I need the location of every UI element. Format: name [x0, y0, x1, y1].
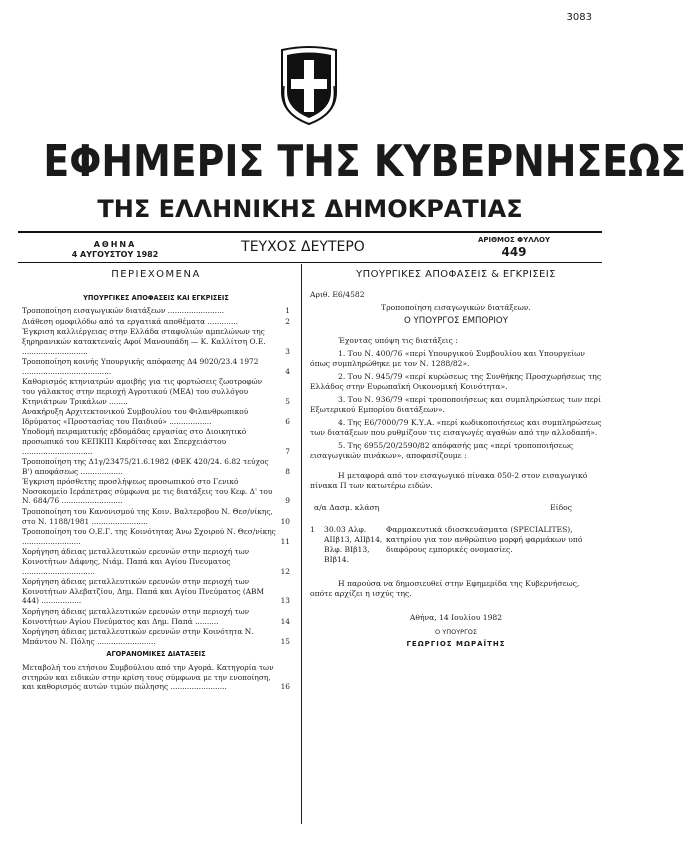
toc-entry-page: 16 — [280, 682, 290, 692]
transfer-text: Η μεταφορά από τον εισαγωγικό πίνακα 050-2 στον εισαγωγικό πίνακα Π των κατωτέρω ειδών. — [310, 471, 588, 490]
toc-entry-page: 10 — [280, 516, 290, 526]
legal-basis-item: 3. Του Ν. 936/79 «περί τροποποιήσεως και συμπληρώσεως των περί Εξωτερικού Εμπορίου διατάξεων». — [310, 395, 601, 414]
decisions-heading: ΥΠΟΥΡΓΙΚΕΣ ΑΠΟΦΑΣΕΙΣ & ΕΓΚΡΙΣΕΙΣ — [356, 269, 556, 280]
toc-entry-text: Έγκριση καλλιέργειας στην Ελλάδα σταφυλιών αμπελώνων της ξηρηρανικών κατακτεναίς Αφοί Μανουπάδη — Κ. Καλλίτση Ο.Ε. ............................ — [22, 327, 266, 356]
column-divider — [301, 264, 302, 824]
newspaper-subtitle: ΤΗΣ ΕΛΛΗΝΙΚΗΣ ΔΗΜΟΚΡΑΤΙΑΣ — [97, 195, 523, 223]
toc-entry-page: 14 — [280, 616, 290, 626]
toc-entry-page: 5 — [285, 396, 290, 406]
toc-entry-text: Τροποποίηση της Δ1γ/23475/21.6.1982 (ΦΕΚ 420/24. 6.82 τεύχος Β') αποφάσεως .................. — [22, 457, 269, 476]
signature-name: ΓΕΩΡΓΙΟΣ ΜΩΡΑΪΤΗΣ — [406, 640, 506, 648]
coat-of-arms-emblem-icon — [276, 46, 342, 126]
sheet-number: 449 — [501, 245, 527, 259]
contents-section-title: ΥΠΟΥΡΓΙΚΕΣ ΑΠΟΦΑΣΕΙΣ ΚΑΙ ΕΓΚΡΙΣΕΙΣ — [83, 293, 229, 302]
contents-column — [22, 268, 290, 693]
toc-entry — [22, 327, 290, 356]
toc-entry — [22, 577, 290, 606]
toc-entry — [22, 663, 290, 692]
decisions-column — [310, 268, 602, 649]
page-number: 3083 — [566, 12, 592, 23]
toc-entry-page: 12 — [280, 566, 290, 576]
toc-entry-text: Υποδομή πειραματικής εβδομάδας εργασίας στο Διοικητικό προσωπικό του ΚΕΠΚΙΠ Καρδίτσας και Σπερχειάστου .............................. — [22, 427, 247, 456]
contents-heading: ΠΕΡΙΕΧΟΜΕΝΑ — [111, 269, 201, 280]
legal-basis-item: 2. Του Ν. 945/79 «περί κυρώσεως της Συνθήκης Προσχωρήσεως της Ελλάδος στην Ευρωπαϊκή Οικονομική Κοινότητα». — [310, 372, 602, 391]
contents-list — [22, 306, 290, 646]
issue-date: 4 ΑΥΓΟΥΣΤΟΥ 1982 — [71, 250, 159, 259]
tariff-table-header-cell: Είδος — [550, 503, 572, 512]
toc-entry-page: 13 — [280, 596, 290, 606]
toc-entry — [22, 317, 290, 327]
toc-entry — [22, 627, 290, 646]
signature-date: Αθήνα, 14 Ιουλίου 1982 — [409, 613, 503, 622]
legal-basis-item: 5. Της 6955/20/2590/82 απόφασής μας «περί τροποποιήσεως εισαγωγικών πινάκων», αποφασίζουμε : — [310, 441, 574, 460]
tariff-row-description: Φαρμακευτικά ιδιοσκευάσματα (SPECIALITES), κατηρίου για τον ανθρώπινο μορφή φαρμάκων υπό διαφόρους εμπορικές ονομασίες. — [386, 525, 583, 554]
toc-entry-page: 4 — [285, 366, 290, 376]
having-regard-text: Έχοντας υπόψη τις διατάξεις : — [338, 336, 458, 345]
tariff-row-number: 1 — [310, 525, 315, 534]
header-top-rule — [18, 231, 602, 233]
toc-entry — [22, 477, 290, 506]
legal-basis-item: 1. Του Ν. 400/76 «περί Υπουργικού Συμβουλίου και Υπουργείων όπως συμπληρώθηκε με τον Ν. 1288/82». — [310, 349, 585, 368]
toc-entry-page: 8 — [285, 466, 290, 476]
toc-entry-page: 2 — [285, 316, 290, 326]
tariff-table-row — [310, 525, 602, 565]
newspaper-title: ΕΦΗΜΕΡΙΣ ΤΗΣ ΚΥΒΕΡΝΗΣΕΩΣ — [43, 136, 686, 187]
toc-entry — [22, 527, 290, 546]
toc-entry-text: Τροποποίηση κοινής Υπουργικής απόφασης Δ4 9020/23.4 1972 ...................................... — [22, 357, 259, 376]
signature-title: Ο ΥΠΟΥΡΓΟΣ — [435, 628, 477, 636]
toc-entry-page: 9 — [285, 496, 290, 506]
issue-section: ΤΕΥΧΟΣ ΔΕΥΤΕΡΟ — [241, 239, 365, 255]
toc-entry — [22, 407, 290, 426]
toc-entry-text: Χορήγηση άδειας μεταλλευτικών ερευνών στην Κοινότητα Ν. Μπάντου Ν. Πόλης ......................... — [22, 627, 254, 646]
legal-basis-item: 4. Της Ε6/7000/79 Κ.Υ.Α. «περί κωδικοποιήσεως και συμπληρώσεως των διατάξεων που ρυθμίζουν τις εισαγωγές αγαθών από την αλλοδαπή». — [310, 418, 602, 437]
toc-entry-text: Χορήγηση άδειας μεταλλευτικών ερευνών στην περιοχή των Κοινοτήτων Δάφνης, Νιάμ. Παπά και Αγίου Πνευματος ............................... — [22, 547, 250, 576]
toc-entry — [22, 306, 290, 316]
minister-title: Ο ΥΠΟΥΡΓΟΣ ΕΜΠΟΡΙΟΥ — [404, 316, 508, 326]
sheet-number-label: ΑΡΙΘΜΟΣ ΦΥΛΛΟΥ — [477, 236, 551, 244]
toc-entry — [22, 507, 290, 526]
toc-entry-page: 6 — [285, 416, 290, 426]
toc-entry-text: Έγκριση πρόσθετης προσλήψεως προσωπικού στο Γενικό Νοσοκομείο Ιεράπετρας σύμφωνα με τις διατάξεις του Κεφ. Δ' του Ν. 684/76 .......................... — [22, 477, 273, 506]
tariff-table-header — [310, 503, 602, 513]
decision-reference: Αριθ. Ε6/4582 — [310, 290, 365, 299]
toc-entry — [22, 427, 290, 456]
toc-entry-text: Τροποποίηση του Κανονισμού της Κοιν. Βαλτεροβου Ν. Θεσ/νίκης, στο Ν. 1188/1981 ........................ — [22, 507, 273, 526]
toc-entry-text: Τροποποίηση του Ο.Ε.Γ. της Κοινότητας Άνω Σχοιρού Ν. Θεσ/νίκης ......................... — [22, 527, 276, 546]
toc-entry-page: 1 — [285, 306, 290, 316]
toc-entry-text: Ανακήρυξη Αρχιτεκτονικού Συμβουλίου του Φιλανθρωπικού Ιδρύματος «Προστασίας του Παιδιού» .................. — [22, 407, 249, 426]
toc-entry-text: Μεταβολή του ετήσιου Συμβούλιου από την Αγορά. Κατηγορία των σιτηρών και ειδικών στην κρίση τους σύμφωνα με την ενοποίηση, και καθορισμός αυτών τιμών πώλησης ........................ — [22, 662, 274, 692]
tariff-table-header-cell: α/α Δασμ. κλάση — [314, 503, 380, 512]
toc-entry-text: Καθορισμός κτηνιατρών αμοιβής για τις φορτώσεις ζωοτροφών του γάλακτος στην περιοχή Αγροτικού (ΜΕΑ) του συλλόγου Κτηνιάτρων Τρικάλων ........ — [22, 377, 263, 406]
tariff-row-code: 30.03 Αλφ. ΑΙΙβ13, ΑΙΙβ14, Βλφ. ΒΙβ13, ΒΙβ14. — [324, 525, 383, 564]
toc-entry-text: Διάθεση ομοφιλόδω από τα εργατικά αποθέματα ............. — [22, 316, 239, 326]
toc-entry-text: Χορήγηση άδειας μεταλλευτικών ερευνών στην περιοχή των Κοινοτήτων Αγίου Πνεύματος και Δημ. Παπά .......... — [22, 607, 250, 626]
issue-city: ΑΘΗΝΑ — [93, 240, 137, 249]
toc-entry — [22, 607, 290, 626]
toc-entry — [22, 377, 290, 406]
publication-text: Η παρούσα να δημοσιευθεί στην Εφημερίδα της Κυβερνήσεως, οπότε αρχίζει η ισχύς της. — [310, 579, 580, 598]
toc-entry-text: Χορήγηση άδειας μεταλλευτικών ερευνών στην περιοχή των Κοινοτήτων Αλεβατζίου, Δημ. Παπά και Αγίου Πνεύματος (ΑΒΜ 444) ................. — [22, 577, 265, 606]
toc-entry — [22, 357, 290, 376]
toc-entry-text: Τροποποίηση εισαγωγικών διατάξεων ........................ — [22, 306, 225, 316]
toc-entry — [22, 547, 290, 576]
toc-entry-page: 15 — [280, 636, 290, 646]
decision-subject: Τροποποίηση εισαγωγικών διατάξεων. — [381, 303, 531, 312]
toc-entry — [22, 457, 290, 476]
toc-entry-page: 11 — [280, 536, 290, 546]
toc-entry-page: 7 — [285, 446, 290, 456]
contents-section-title: ΑΓΟΡΑΝΟΜΙΚΕΣ ΔΙΑΤΑΞΕΙΣ — [106, 650, 206, 659]
toc-entry-page: 3 — [285, 346, 290, 356]
header-bottom-rule — [18, 262, 602, 263]
